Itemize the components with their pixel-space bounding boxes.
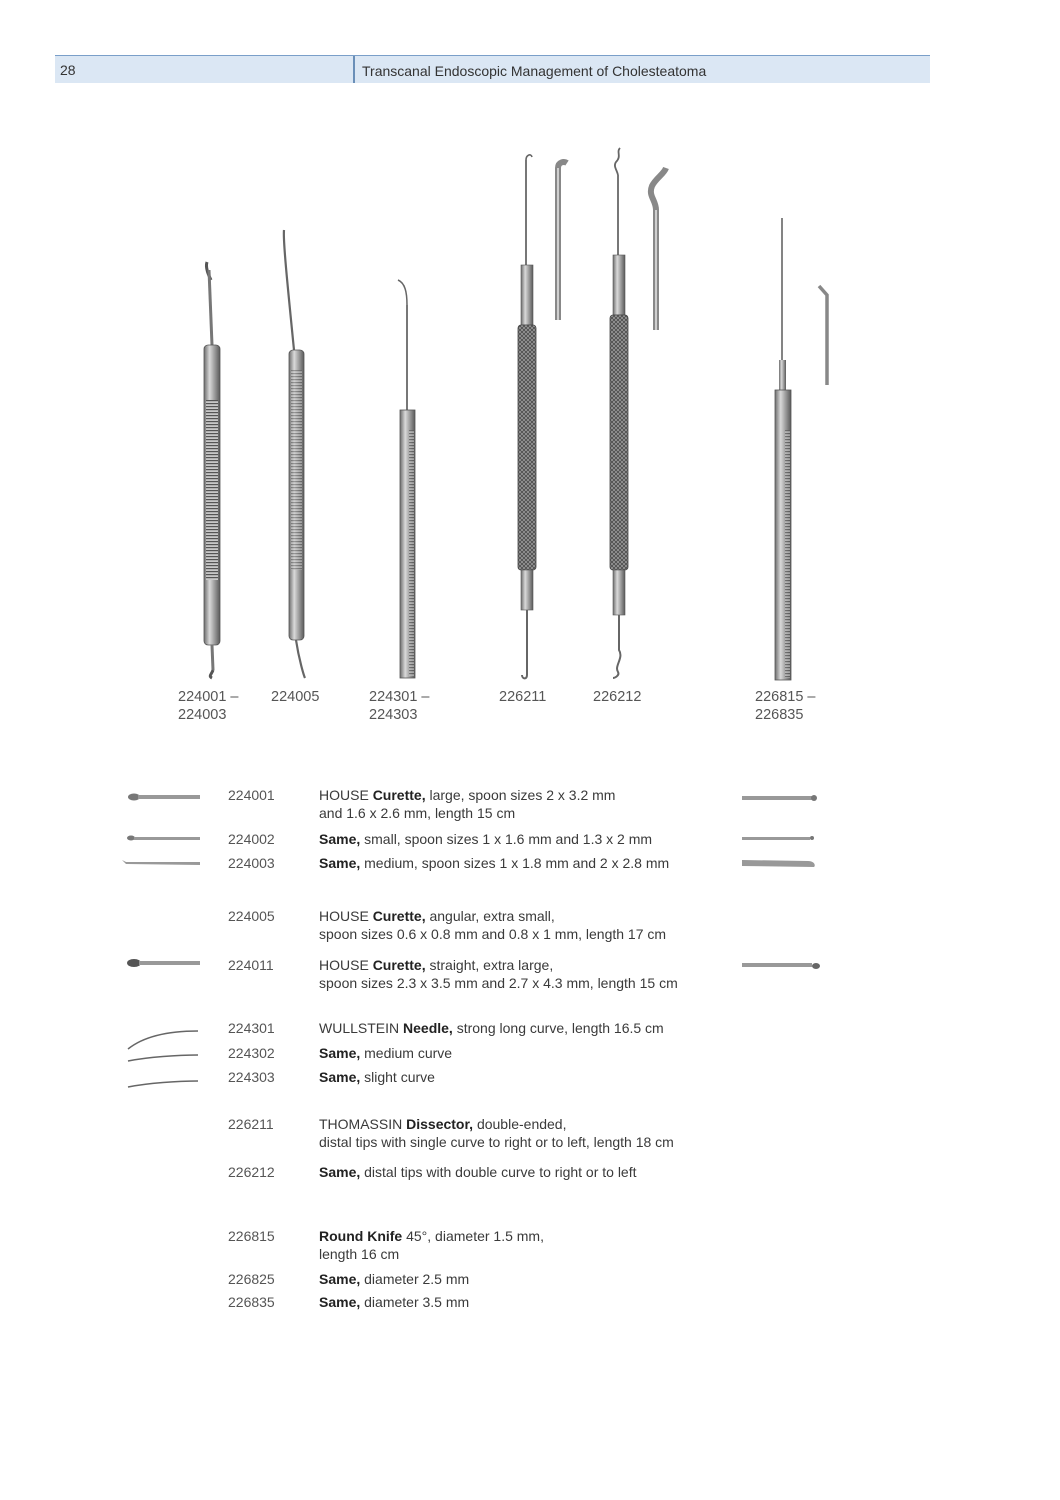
page-number: 28 <box>60 62 76 78</box>
curette-large-thumbnail <box>118 786 208 806</box>
curette-medium-thumbnail <box>118 854 208 874</box>
page-header <box>55 55 930 83</box>
instrument-illustration <box>0 130 1060 750</box>
instrument-figure <box>0 130 1060 750</box>
figure-label-224001: 224001 – 224003 <box>178 689 239 723</box>
curette-medium-side-thumbnail <box>738 854 828 874</box>
page-title: Transcanal Endoscopic Management of Cholesteatoma <box>362 63 707 79</box>
header-divider <box>353 56 355 83</box>
curette-224005-drawing <box>284 230 305 678</box>
figure-label-226815: 226815 – 226835 <box>755 689 816 723</box>
curette-224001-drawing <box>204 262 220 678</box>
needle-curves-thumbnail <box>118 1019 208 1097</box>
curette-small-side-thumbnail <box>738 830 828 850</box>
figure-label-226212: 226212 <box>593 689 642 705</box>
figure-label-226211: 226211 <box>499 689 547 705</box>
needle-224301-drawing <box>398 280 415 678</box>
dissector-226212-drawing <box>610 148 666 678</box>
curette-extra-large-side-thumbnail <box>738 956 828 976</box>
figure-label-224301: 224301 – 224303 <box>369 689 430 723</box>
curette-large-side-thumbnail <box>738 786 828 806</box>
dissector-226211-drawing <box>518 155 567 679</box>
curette-small-thumbnail <box>118 830 208 850</box>
round-knife-226815-drawing <box>775 218 827 680</box>
figure-label-224005: 224005 <box>271 689 320 705</box>
curette-extra-large-thumbnail <box>118 956 208 976</box>
